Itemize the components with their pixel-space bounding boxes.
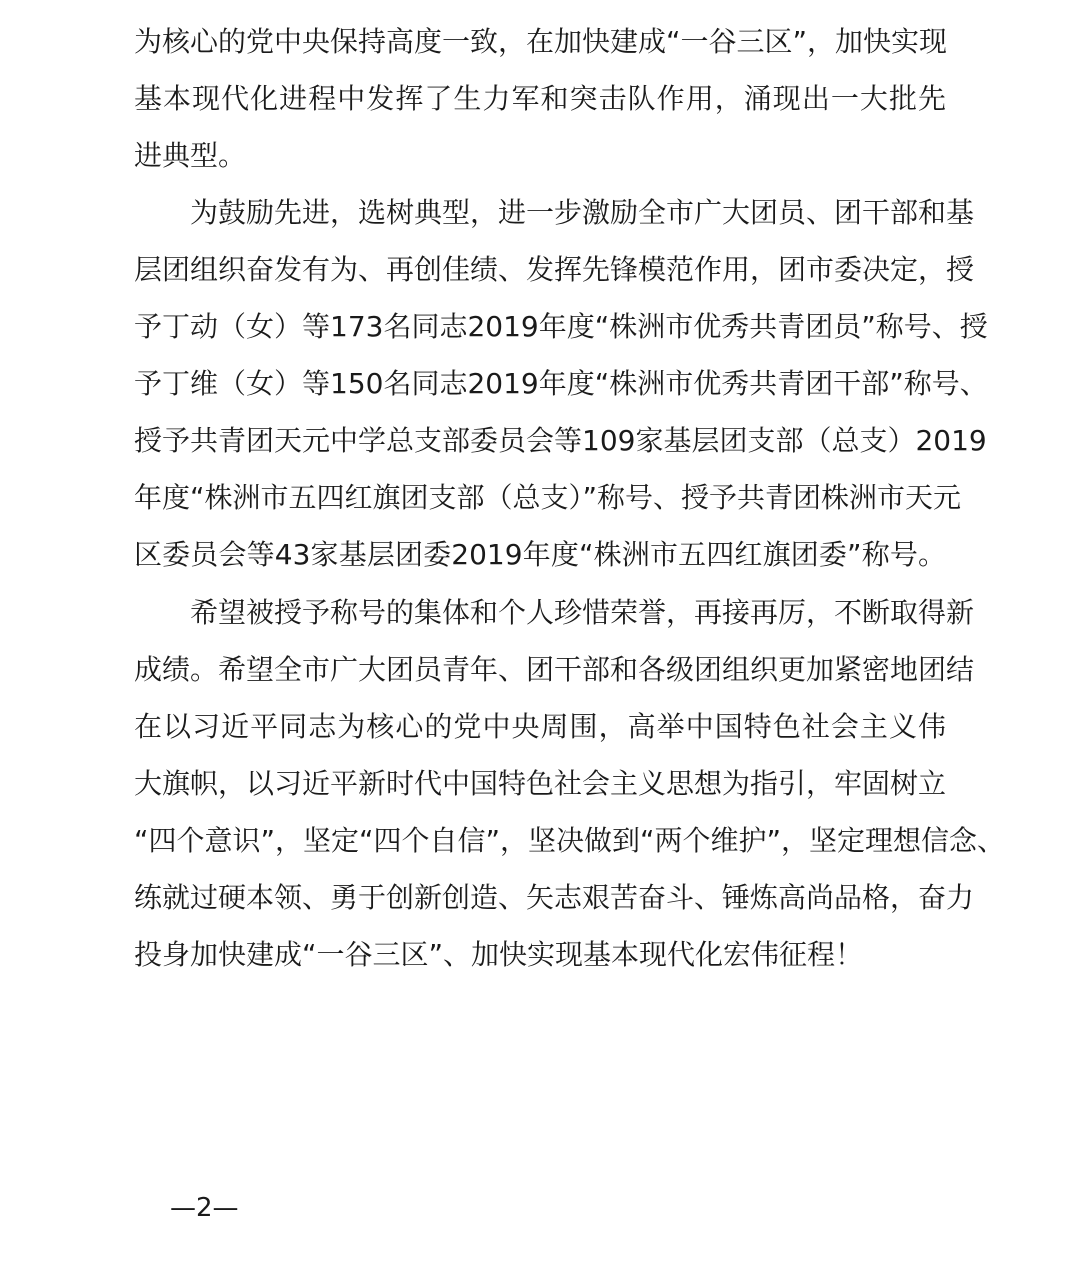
paragraph-line: 练就过硬本领、勇于创新创造、矢志艰苦奋斗、锤炼高尚品格，奋力 bbox=[134, 881, 975, 914]
paragraph-line: 授予共青团天元中学总支部委员会等109家基层团支部（总支）2019 bbox=[134, 424, 987, 457]
paragraph-line: 希望被授予称号的集体和个人珍惜荣誉，再接再厉，不断取得新 bbox=[134, 596, 975, 629]
paragraph-line: 予丁动（女）等173名同志2019年度“株洲市优秀共青团员”称号、授 bbox=[134, 310, 988, 343]
paragraph-line: 成绩。希望全市广大团员青年、团干部和各级团组织更加紧密地团结 bbox=[134, 653, 975, 686]
paragraph-line: 予丁维（女）等150名同志2019年度“株洲市优秀共青团干部”称号、 bbox=[134, 367, 988, 400]
paragraph-line: 进典型。 bbox=[134, 139, 247, 172]
paragraph-line: 年度“株洲市五四红旗团支部（总支）”称号、授予共青团株洲市天元 bbox=[134, 481, 962, 514]
paragraph-line: 在以习近平同志为核心的党中央周围，高举中国特色社会主义伟 bbox=[134, 710, 946, 743]
paragraph-line: 大旗帜，以习近平新时代中国特色社会主义思想为指引，牢固树立 bbox=[134, 767, 947, 800]
page-number: —2— bbox=[170, 1193, 239, 1223]
paragraph-line: “四个意识”，坚定“四个自信”，坚决做到“两个维护”，坚定理想信念、 bbox=[134, 824, 1006, 857]
paragraph-line: 区委员会等43家基层团委2019年度“株洲市五四红旗团委”称号。 bbox=[134, 538, 946, 571]
paragraph-line: 为核心的党中央保持高度一致，在加快建成“一谷三区”，加快实现 bbox=[134, 25, 948, 58]
paragraph-line: 基本现代化进程中发挥了生力军和突击队作用，涌现出一大批先 bbox=[134, 82, 946, 115]
paragraph-line: 为鼓励先进，选树典型，进一步激励全市广大团员、团干部和基 bbox=[134, 196, 975, 229]
paragraph-line: 投身加快建成“一谷三区”、加快实现基本现代化宏伟征程！ bbox=[134, 938, 864, 971]
paragraph-line: 层团组织奋发有为、再创佳绩、发挥先锋模范作用，团市委决定，授 bbox=[134, 253, 975, 286]
